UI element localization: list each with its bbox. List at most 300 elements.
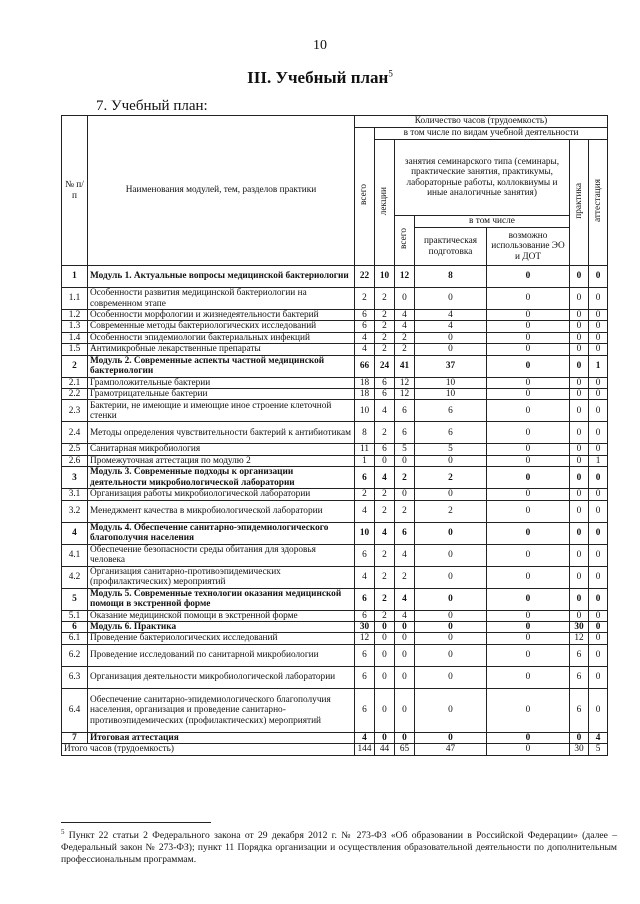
row-total: 4 xyxy=(355,500,375,522)
row-lectures: 6 xyxy=(375,377,395,388)
row-seminar: 0 xyxy=(395,622,415,633)
total-attestation: 5 xyxy=(589,744,608,755)
row-attestation: 0 xyxy=(589,310,608,321)
row-practice: 0 xyxy=(570,288,589,310)
row-seminar: 0 xyxy=(395,666,415,688)
row-practical-training: 6 xyxy=(415,422,487,444)
row-total: 12 xyxy=(355,633,375,644)
row-practice: 0 xyxy=(570,344,589,355)
row-seminar: 12 xyxy=(395,377,415,388)
row-practice: 0 xyxy=(570,332,589,343)
row-eo-dot: 0 xyxy=(487,500,570,522)
row-seminar: 2 xyxy=(395,332,415,343)
curriculum-table xyxy=(61,115,608,756)
row-seminar: 4 xyxy=(395,588,415,610)
row-practical-training: 6 xyxy=(415,400,487,422)
row-attestation: 1 xyxy=(589,455,608,466)
row-number: 7 xyxy=(62,732,88,743)
row-eo-dot: 0 xyxy=(487,355,570,377)
row-total: 4 xyxy=(355,732,375,743)
row-practice: 0 xyxy=(570,489,589,500)
row-lectures: 0 xyxy=(375,644,395,666)
row-practical-training: 2 xyxy=(415,467,487,489)
row-seminar: 12 xyxy=(395,266,415,288)
row-eo-dot: 0 xyxy=(487,400,570,422)
row-name: Организация деятельности микробиологической лаборатории xyxy=(88,666,355,688)
row-practical-training: 2 xyxy=(415,500,487,522)
row-lectures: 2 xyxy=(375,310,395,321)
row-lectures: 2 xyxy=(375,332,395,343)
table-body xyxy=(62,266,608,744)
module-row xyxy=(62,522,608,544)
row-number: 4 xyxy=(62,522,88,544)
row-seminar: 2 xyxy=(395,344,415,355)
footnote-ref: 5 xyxy=(388,68,393,79)
row-practical-training: 10 xyxy=(415,389,487,400)
row-attestation: 0 xyxy=(589,444,608,455)
row-seminar: 5 xyxy=(395,444,415,455)
topic-row xyxy=(62,489,608,500)
total-eo-dot: 0 xyxy=(487,744,570,755)
row-number: 2.3 xyxy=(62,400,88,422)
topic-row xyxy=(62,666,608,688)
row-eo-dot: 0 xyxy=(487,666,570,688)
row-name: Обеспечение безопасности среды обитания для здоровья человека xyxy=(88,544,355,566)
row-number: 1.1 xyxy=(62,288,88,310)
row-number: 4.1 xyxy=(62,544,88,566)
topic-row xyxy=(62,455,608,466)
header-lectures xyxy=(375,140,395,266)
row-seminar: 4 xyxy=(395,310,415,321)
section-title-text: III. Учебный план xyxy=(247,68,389,87)
row-practice: 0 xyxy=(570,544,589,566)
row-lectures: 6 xyxy=(375,444,395,455)
row-number: 2.4 xyxy=(62,422,88,444)
row-eo-dot: 0 xyxy=(487,389,570,400)
header-eo-dot: возможно использование ЭО и ДОТ xyxy=(487,228,570,266)
row-name: Промежуточная аттестация по модулю 2 xyxy=(88,455,355,466)
row-total: 6 xyxy=(355,588,375,610)
row-eo-dot: 0 xyxy=(487,688,570,732)
header-seminar-total-text: всего xyxy=(399,228,410,250)
row-lectures: 2 xyxy=(375,344,395,355)
row-total: 6 xyxy=(355,544,375,566)
row-seminar: 0 xyxy=(395,732,415,743)
row-practical-training: 0 xyxy=(415,622,487,633)
row-eo-dot: 0 xyxy=(487,455,570,466)
row-attestation: 0 xyxy=(589,688,608,732)
row-eo-dot: 0 xyxy=(487,467,570,489)
row-practical-training: 0 xyxy=(415,666,487,688)
topic-row xyxy=(62,566,608,588)
row-number: 1.2 xyxy=(62,310,88,321)
topic-row xyxy=(62,544,608,566)
row-name: Особенности развития медицинской бактериологии на современном этапе xyxy=(88,288,355,310)
row-lectures: 0 xyxy=(375,622,395,633)
row-lectures: 4 xyxy=(375,522,395,544)
total-label: Итого часов (трудоемкость) xyxy=(62,744,355,755)
row-eo-dot: 0 xyxy=(487,622,570,633)
topic-row xyxy=(62,332,608,343)
row-lectures: 0 xyxy=(375,633,395,644)
row-eo-dot: 0 xyxy=(487,444,570,455)
row-seminar: 0 xyxy=(395,644,415,666)
row-number: 1.3 xyxy=(62,321,88,332)
row-lectures: 2 xyxy=(375,489,395,500)
row-number: 6.3 xyxy=(62,666,88,688)
row-lectures: 10 xyxy=(375,266,395,288)
row-lectures: 24 xyxy=(375,355,395,377)
row-total: 18 xyxy=(355,377,375,388)
row-seminar: 2 xyxy=(395,500,415,522)
row-number: 5 xyxy=(62,588,88,610)
row-practical-training: 4 xyxy=(415,310,487,321)
module-row xyxy=(62,588,608,610)
row-eo-dot: 0 xyxy=(487,489,570,500)
module-row xyxy=(62,355,608,377)
topic-row xyxy=(62,389,608,400)
row-attestation: 0 xyxy=(589,633,608,644)
header-practical-training: практическая подготовка xyxy=(415,228,487,266)
row-lectures: 0 xyxy=(375,732,395,743)
row-practical-training: 0 xyxy=(415,566,487,588)
table-header xyxy=(62,116,608,266)
row-attestation: 0 xyxy=(589,332,608,343)
row-name: Модуль 2. Современные аспекты частной медицинской бактериологии xyxy=(88,355,355,377)
row-number: 3.1 xyxy=(62,489,88,500)
total-seminar: 65 xyxy=(395,744,415,755)
row-eo-dot: 0 xyxy=(487,422,570,444)
header-attestation-text: аттестация xyxy=(592,179,603,223)
row-eo-dot: 0 xyxy=(487,344,570,355)
row-total: 6 xyxy=(355,688,375,732)
row-eo-dot: 0 xyxy=(487,310,570,321)
header-seminar-total xyxy=(395,216,415,266)
row-name: Обеспечение санитарно-эпидемиологического благополучия населения, организация и проведение санитарно-противоэпидемических (профилактических) мероприятий xyxy=(88,688,355,732)
row-attestation: 0 xyxy=(589,266,608,288)
row-practice: 0 xyxy=(570,355,589,377)
row-practice: 0 xyxy=(570,732,589,743)
row-number: 2.5 xyxy=(62,444,88,455)
row-eo-dot: 0 xyxy=(487,377,570,388)
row-total: 1 xyxy=(355,455,375,466)
row-name: Грамотрицательные бактерии xyxy=(88,389,355,400)
row-seminar: 2 xyxy=(395,566,415,588)
header-total xyxy=(355,128,375,266)
row-practice: 0 xyxy=(570,455,589,466)
row-eo-dot: 0 xyxy=(487,588,570,610)
row-eo-dot: 0 xyxy=(487,332,570,343)
row-name: Проведение исследований по санитарной микробиологии xyxy=(88,644,355,666)
row-practical-training: 8 xyxy=(415,266,487,288)
row-number: 1.4 xyxy=(62,332,88,343)
row-practice: 0 xyxy=(570,522,589,544)
total-practice: 30 xyxy=(570,744,589,755)
row-total: 22 xyxy=(355,266,375,288)
row-name: Антимикробные лекарственные препараты xyxy=(88,344,355,355)
row-attestation: 0 xyxy=(589,588,608,610)
row-total: 6 xyxy=(355,321,375,332)
row-total: 10 xyxy=(355,522,375,544)
row-practice: 0 xyxy=(570,566,589,588)
row-number: 6 xyxy=(62,622,88,633)
row-practical-training: 0 xyxy=(415,588,487,610)
row-name: Итоговая аттестация xyxy=(88,732,355,743)
row-lectures: 2 xyxy=(375,288,395,310)
row-practical-training: 10 xyxy=(415,377,487,388)
row-practical-training: 0 xyxy=(415,633,487,644)
row-number: 1 xyxy=(62,266,88,288)
section-title xyxy=(0,68,640,88)
row-total: 30 xyxy=(355,622,375,633)
row-attestation: 0 xyxy=(589,344,608,355)
table-footer xyxy=(62,744,608,755)
footnote-text: Пункт 22 статьи 2 Федерального закона от 29 декабря 2012 г. № 273-ФЗ «Об образовании в Российской Федерации» (далее – Федеральный закон № 273-ФЗ); пункт 11 Порядка организации и осуществления образовательной деятельности по дополнительным профессиональным программам. xyxy=(61,830,617,866)
row-total: 4 xyxy=(355,566,375,588)
page-number: 10 xyxy=(313,38,327,53)
header-by-type: в том числе по видам учебной деятельности xyxy=(375,128,608,140)
row-eo-dot: 0 xyxy=(487,732,570,743)
row-attestation: 0 xyxy=(589,666,608,688)
row-attestation: 0 xyxy=(589,522,608,544)
row-practical-training: 0 xyxy=(415,455,487,466)
row-attestation: 4 xyxy=(589,732,608,743)
row-eo-dot: 0 xyxy=(487,644,570,666)
row-name: Методы определения чувствительности бактерий к антибиотикам xyxy=(88,422,355,444)
row-name: Организация работы микробиологической лаборатории xyxy=(88,489,355,500)
header-practice xyxy=(570,140,589,266)
row-attestation: 0 xyxy=(589,489,608,500)
row-practice: 6 xyxy=(570,688,589,732)
header-total-text: всего xyxy=(359,184,370,206)
topic-row xyxy=(62,422,608,444)
row-attestation: 0 xyxy=(589,422,608,444)
row-practical-training: 0 xyxy=(415,332,487,343)
row-number: 2.2 xyxy=(62,389,88,400)
row-attestation: 0 xyxy=(589,467,608,489)
row-practice: 30 xyxy=(570,622,589,633)
row-practice: 0 xyxy=(570,444,589,455)
row-total: 8 xyxy=(355,422,375,444)
header-lectures-text: лекции xyxy=(379,186,390,215)
row-attestation: 0 xyxy=(589,400,608,422)
row-total: 6 xyxy=(355,610,375,621)
row-seminar: 4 xyxy=(395,610,415,621)
total-lectures: 44 xyxy=(375,744,395,755)
row-practical-training: 0 xyxy=(415,644,487,666)
row-practice: 0 xyxy=(570,377,589,388)
row-seminar: 4 xyxy=(395,544,415,566)
footnote-marker: 5 xyxy=(61,828,65,836)
row-seminar: 6 xyxy=(395,400,415,422)
row-total: 6 xyxy=(355,644,375,666)
row-total: 2 xyxy=(355,489,375,500)
row-practice: 0 xyxy=(570,422,589,444)
row-eo-dot: 0 xyxy=(487,633,570,644)
row-number: 4.2 xyxy=(62,566,88,588)
row-eo-dot: 0 xyxy=(487,266,570,288)
row-name: Проведение бактериологических исследований xyxy=(88,633,355,644)
row-total: 6 xyxy=(355,666,375,688)
row-seminar: 6 xyxy=(395,522,415,544)
header-name: Наименования модулей, тем, разделов практики xyxy=(88,116,355,266)
row-eo-dot: 0 xyxy=(487,522,570,544)
subheading: 7. Учебный план: xyxy=(96,98,208,114)
row-attestation: 1 xyxy=(589,355,608,377)
row-name: Грамположительные бактерии xyxy=(88,377,355,388)
row-attestation: 0 xyxy=(589,377,608,388)
row-name: Особенности морфологии и жизнедеятельности бактерий xyxy=(88,310,355,321)
row-total: 10 xyxy=(355,400,375,422)
row-total: 18 xyxy=(355,389,375,400)
row-name: Современные методы бактериологических исследований xyxy=(88,321,355,332)
row-practical-training: 0 xyxy=(415,610,487,621)
module-row xyxy=(62,467,608,489)
row-number: 3.2 xyxy=(62,500,88,522)
row-lectures: 6 xyxy=(375,389,395,400)
row-total: 4 xyxy=(355,344,375,355)
topic-row xyxy=(62,321,608,332)
row-lectures: 0 xyxy=(375,666,395,688)
row-lectures: 2 xyxy=(375,544,395,566)
row-total: 2 xyxy=(355,288,375,310)
row-total: 6 xyxy=(355,310,375,321)
topic-row xyxy=(62,310,608,321)
row-number: 2.6 xyxy=(62,455,88,466)
topic-row xyxy=(62,288,608,310)
row-eo-dot: 0 xyxy=(487,288,570,310)
row-seminar: 0 xyxy=(395,633,415,644)
row-name: Модуль 5. Современные технологии оказания медицинской помощи в экстренной форме xyxy=(88,588,355,610)
row-name: Особенности эпидемиологии бактериальных инфекций xyxy=(88,332,355,343)
row-total: 66 xyxy=(355,355,375,377)
header-seminar: занятия семинарского типа (семинары, практические занятия, практикумы, лабораторные работы, коллоквиумы и иные аналогичные занятия) xyxy=(395,140,570,216)
header-no: № п/п xyxy=(62,116,88,266)
row-total: 4 xyxy=(355,332,375,343)
row-attestation: 0 xyxy=(589,389,608,400)
topic-row xyxy=(62,400,608,422)
row-practice: 6 xyxy=(570,666,589,688)
row-practical-training: 0 xyxy=(415,688,487,732)
row-seminar: 41 xyxy=(395,355,415,377)
row-lectures: 2 xyxy=(375,321,395,332)
header-hours: Количество часов (трудоемкость) xyxy=(355,116,608,128)
row-attestation: 0 xyxy=(589,288,608,310)
topic-row xyxy=(62,644,608,666)
module-row xyxy=(62,622,608,633)
row-practice: 12 xyxy=(570,633,589,644)
row-attestation: 0 xyxy=(589,622,608,633)
row-lectures: 0 xyxy=(375,455,395,466)
header-including: в том числе xyxy=(415,216,570,228)
row-name: Модуль 3. Современные подходы к организации деятельности микробиологической лаборатории xyxy=(88,467,355,489)
row-practice: 0 xyxy=(570,266,589,288)
row-practical-training: 0 xyxy=(415,522,487,544)
row-name: Санитарная микробиология xyxy=(88,444,355,455)
row-lectures: 4 xyxy=(375,467,395,489)
row-eo-dot: 0 xyxy=(487,566,570,588)
topic-row xyxy=(62,444,608,455)
row-number: 2.1 xyxy=(62,377,88,388)
row-attestation: 0 xyxy=(589,321,608,332)
topic-row xyxy=(62,633,608,644)
row-practical-training: 0 xyxy=(415,544,487,566)
topic-row xyxy=(62,610,608,621)
row-lectures: 2 xyxy=(375,588,395,610)
row-practice: 0 xyxy=(570,389,589,400)
row-name: Бактерии, не имеющие и имеющие иное строение клеточной стенки xyxy=(88,400,355,422)
row-name: Модуль 1. Актуальные вопросы медицинской бактериологии xyxy=(88,266,355,288)
row-attestation: 0 xyxy=(589,610,608,621)
row-lectures: 2 xyxy=(375,422,395,444)
row-name: Оказание медицинской помощи в экстренной форме xyxy=(88,610,355,621)
row-practice: 0 xyxy=(570,400,589,422)
row-seminar: 4 xyxy=(395,321,415,332)
row-practical-training: 37 xyxy=(415,355,487,377)
row-practice: 0 xyxy=(570,467,589,489)
topic-row xyxy=(62,377,608,388)
row-seminar: 6 xyxy=(395,422,415,444)
row-eo-dot: 0 xyxy=(487,610,570,621)
row-practice: 0 xyxy=(570,610,589,621)
row-lectures: 4 xyxy=(375,400,395,422)
header-practice-text: практика xyxy=(573,182,584,219)
row-name: Менеджмент качества в микробиологической лаборатории xyxy=(88,500,355,522)
module-row xyxy=(62,266,608,288)
row-seminar: 0 xyxy=(395,489,415,500)
row-practical-training: 0 xyxy=(415,288,487,310)
row-lectures: 2 xyxy=(375,500,395,522)
row-practice: 0 xyxy=(570,500,589,522)
row-eo-dot: 0 xyxy=(487,321,570,332)
row-seminar: 0 xyxy=(395,288,415,310)
row-practical-training: 0 xyxy=(415,344,487,355)
row-number: 3 xyxy=(62,467,88,489)
row-practical-training: 4 xyxy=(415,321,487,332)
total-hours: 144 xyxy=(355,744,375,755)
row-seminar: 2 xyxy=(395,467,415,489)
row-attestation: 0 xyxy=(589,500,608,522)
topic-row xyxy=(62,500,608,522)
total-practical-training: 47 xyxy=(415,744,487,755)
row-number: 6.1 xyxy=(62,633,88,644)
row-practical-training: 5 xyxy=(415,444,487,455)
row-seminar: 0 xyxy=(395,455,415,466)
row-lectures: 2 xyxy=(375,610,395,621)
module-row xyxy=(62,732,608,743)
row-number: 6.2 xyxy=(62,644,88,666)
row-attestation: 0 xyxy=(589,566,608,588)
row-lectures: 2 xyxy=(375,566,395,588)
row-number: 2 xyxy=(62,355,88,377)
row-eo-dot: 0 xyxy=(487,544,570,566)
row-attestation: 0 xyxy=(589,544,608,566)
topic-row xyxy=(62,344,608,355)
row-lectures: 0 xyxy=(375,688,395,732)
row-practice: 6 xyxy=(570,644,589,666)
row-seminar: 0 xyxy=(395,688,415,732)
footnote-divider xyxy=(61,822,211,823)
row-total: 11 xyxy=(355,444,375,455)
topic-row xyxy=(62,688,608,732)
row-practice: 0 xyxy=(570,321,589,332)
footnote xyxy=(61,826,617,866)
row-attestation: 0 xyxy=(589,644,608,666)
row-total: 6 xyxy=(355,467,375,489)
row-practical-training: 0 xyxy=(415,489,487,500)
total-row xyxy=(62,744,608,755)
row-practical-training: 0 xyxy=(415,732,487,743)
